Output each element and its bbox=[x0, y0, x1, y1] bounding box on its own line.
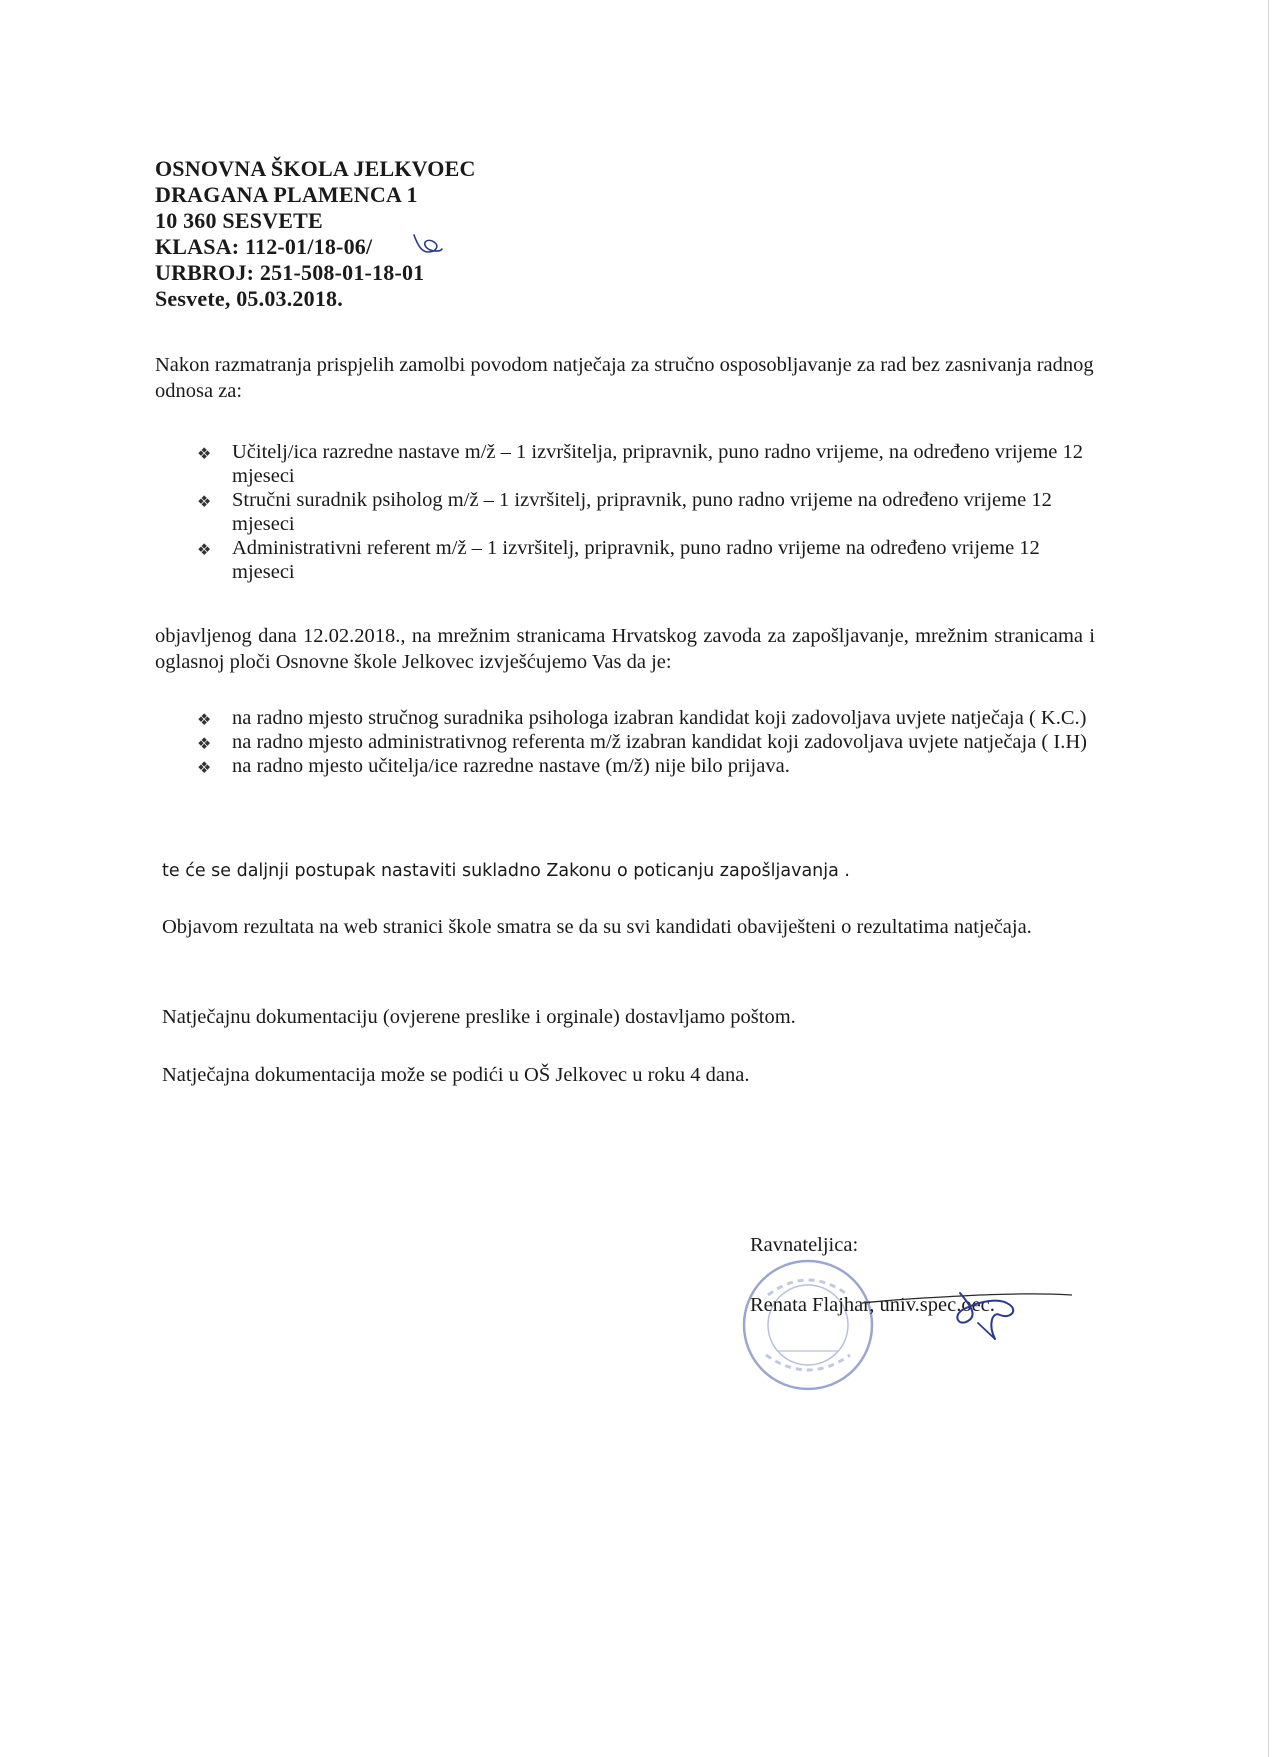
handwritten-mark-icon bbox=[410, 232, 444, 258]
published-paragraph: objavljenog dana 12.02.2018., na mrežnim stranicama Hrvatskog zavoda za zapošljavanje, mrežnim stranicama i oglasnoj ploči Osnovne škole Jelkovec izvješćujemo Vas da je: bbox=[155, 625, 1095, 673]
results-list bbox=[197, 706, 1097, 778]
diamond-bullet-icon: ❖ bbox=[197, 444, 212, 463]
diamond-bullet-icon: ❖ bbox=[197, 734, 212, 753]
documents-sent-line: Natječajnu dokumentaciju (ovjerene preslike i orginale) dostavljamo poštom. bbox=[162, 1006, 796, 1028]
klasa-number: KLASA: 112-01/18-06/ bbox=[155, 234, 373, 259]
list-item bbox=[197, 440, 1097, 488]
diamond-bullet-icon: ❖ bbox=[197, 758, 212, 777]
signatory-name: Renata Flajhar, univ.spec.oec. bbox=[750, 1294, 995, 1316]
signatory-role: Ravnateljica: bbox=[750, 1234, 859, 1256]
diamond-bullet-icon: ❖ bbox=[197, 492, 212, 511]
list-item bbox=[197, 536, 1097, 584]
school-city: 10 360 SESVETE bbox=[155, 208, 323, 233]
position-text: Stručni suradnik psiholog m/ž – 1 izvršitelj, pripravnik, puno radno vrijeme na određeno vrijeme 12 mjeseci bbox=[232, 489, 1052, 535]
diamond-bullet-icon: ❖ bbox=[197, 710, 212, 729]
position-text: Administrativni referent m/ž – 1 izvršitelj, pripravnik, puno radno vrijeme na određeno vrijeme 12 mjeseci bbox=[232, 537, 1040, 583]
procedure-line: te će se daljnji postupak nastaviti sukladno Zakonu o poticanju zapošljavanja . bbox=[162, 861, 850, 881]
scan-edge bbox=[1268, 0, 1269, 1757]
result-text: na radno mjesto administrativnog referenta m/ž izabran kandidat koji zadovoljava uvjete natječaja ( I.H) bbox=[232, 731, 1087, 753]
urbroj-number: URBROJ: 251-508-01-18-01 bbox=[155, 260, 425, 285]
diamond-bullet-icon: ❖ bbox=[197, 540, 212, 559]
school-stamp-icon bbox=[738, 1255, 878, 1395]
intro-paragraph: Nakon razmatranja prispjelih zamolbi povodom natječaja za stručno osposobljavanje za rad bez zasnivanja radnog odnosa za: bbox=[155, 354, 1094, 402]
school-street: DRAGANA PLAMENCA 1 bbox=[155, 182, 418, 207]
position-text: Učitelj/ica razredne nastave m/ž – 1 izvršitelja, pripravnik, puno radno vrijeme, na određeno vrijeme 12 mjeseci bbox=[232, 441, 1084, 487]
list-item bbox=[197, 488, 1097, 536]
result-text: na radno mjesto učitelja/ice razredne nastave (m/ž) nije bilo prijava. bbox=[232, 755, 790, 777]
documents-pickup-line: Natječajna dokumentacija može se podići u OŠ Jelkovec u roku 4 dana. bbox=[162, 1064, 750, 1086]
list-item bbox=[197, 706, 1097, 730]
notice-paragraph: Objavom rezultata na web stranici škole smatra se da su svi kandidati obaviješteni o rezultatima natječaja. bbox=[162, 916, 1032, 938]
handwritten-signature-icon bbox=[860, 1275, 1080, 1355]
positions-list bbox=[197, 440, 1097, 584]
list-item bbox=[197, 754, 1097, 778]
result-text: na radno mjesto stručnog suradnika psihologa izabran kandidat koji zadovoljava uvjete natječaja ( K.C.) bbox=[232, 707, 1087, 729]
list-item bbox=[197, 730, 1097, 754]
school-name: OSNOVNA ŠKOLA JELKVOEC bbox=[155, 156, 476, 181]
letter-date: Sesvete, 05.03.2018. bbox=[155, 286, 343, 311]
